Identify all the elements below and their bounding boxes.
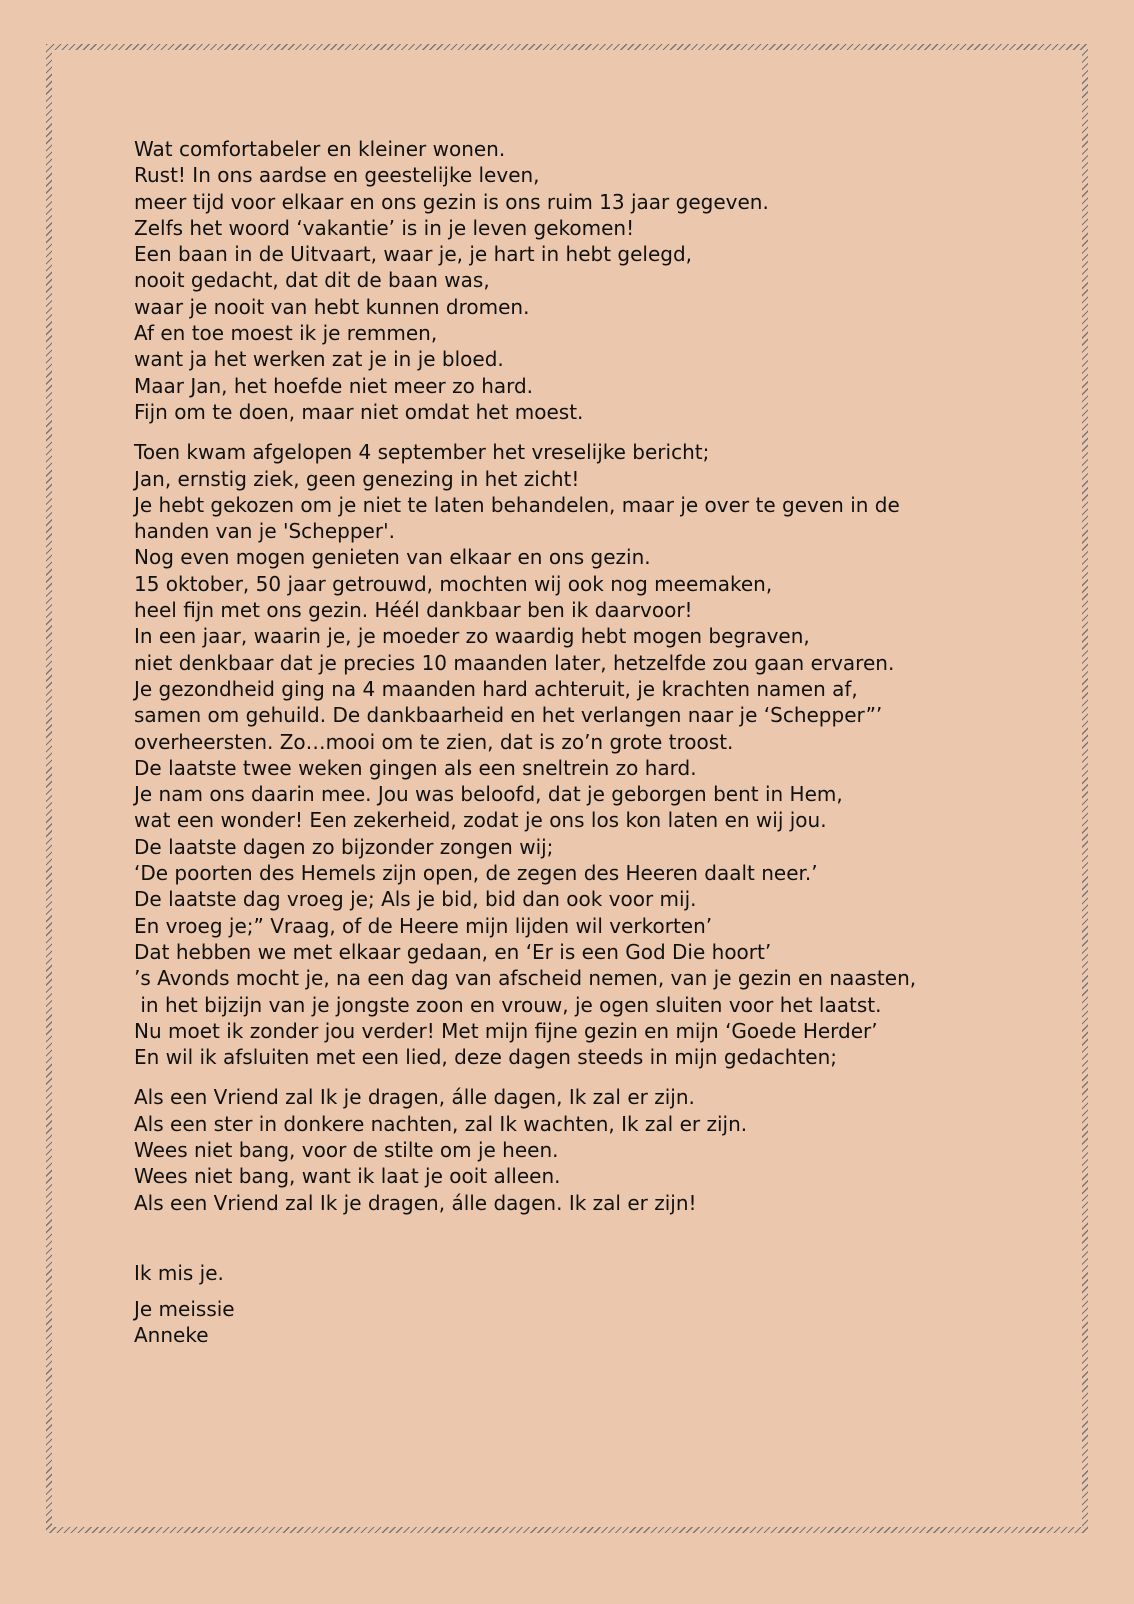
- signature: [134, 1296, 1054, 1349]
- poem-line: En vroeg je;” Vraag, of de Heere mijn lijden wil verkorten’: [134, 913, 713, 938]
- signoff-line: Je meissie: [134, 1297, 235, 1322]
- poem-line: ’s Avonds mocht je, na een dag van afscheid nemen, van je gezin en naasten,: [134, 966, 917, 991]
- stanza-2: [134, 439, 1054, 1070]
- poem-line: Wees niet bang, want ik laat je ooit alleen.: [134, 1164, 561, 1189]
- poem-line: Wat comfortabeler en kleiner wonen.: [134, 137, 506, 161]
- poem-line: En wil ik afsluiten met een lied, deze dagen steeds in mijn gedachten;: [134, 1045, 838, 1070]
- poem-line: Als een Vriend zal Ik je dragen, álle dagen, Ik zal er zijn.: [134, 1085, 695, 1110]
- poem-line: Wees niet bang, voor de stilte om je heen.: [134, 1137, 559, 1162]
- poem-line: meer tijd voor elkaar en ons gezin is ons ruim 13 jaar gegeven.: [134, 189, 769, 214]
- poem-line: nooit gedacht, dat dit de baan was,: [134, 268, 490, 293]
- poem-line: Je gezondheid ging na 4 maanden hard achteruit, je krachten namen af,: [134, 676, 858, 701]
- signature-name: Anneke: [134, 1323, 209, 1348]
- closing-miss: [134, 1260, 1054, 1286]
- poem-line: Jan, ernstig ziek, geen genezing in het zicht!: [134, 466, 580, 491]
- poem-line: heel fijn met ons gezin. Héél dankbaar ben ik daarvoor!: [134, 598, 693, 623]
- poem-line: De laatste twee weken gingen als een sneltrein zo hard.: [134, 755, 697, 780]
- poem-line: waar je nooit van hebt kunnen dromen.: [134, 294, 530, 319]
- closing-line: Ik mis je.: [134, 1260, 224, 1285]
- poem-line: want ja het werken zat je in je bloed.: [134, 347, 504, 372]
- poem-line: Je hebt gekozen om je niet te laten behandelen, maar je over te geven in de: [134, 492, 900, 517]
- poem-line: in het bijzijn van je jongste zoon en vrouw, je ogen sluiten voor het laatst.: [134, 992, 882, 1017]
- poem-line: ‘De poorten des Hemels zijn open, de zegen des Heeren daalt neer.’: [134, 861, 818, 886]
- poem-line: Je nam ons daarin mee. Jou was beloofd, dat je geborgen bent in Hem,: [134, 782, 843, 807]
- poem-line: Als een Vriend zal Ik je dragen, álle dagen. Ik zal er zijn!: [134, 1190, 697, 1215]
- poem-line: handen van je 'Schepper'.: [134, 519, 395, 544]
- poem-line: De laatste dagen zo bijzonder zongen wij;: [134, 834, 554, 859]
- poem-line: Toen kwam afgelopen 4 september het vreselijke bericht;: [134, 440, 710, 465]
- poem-line: Nu moet ik zonder jou verder! Met mijn fijne gezin en mijn ‘Goede Herder’: [134, 1018, 878, 1043]
- poem-line: De laatste dag vroeg je; Als je bid, bid dan ook voor mij.: [134, 887, 697, 912]
- poem-line: samen om gehuild. De dankbaarheid en het verlangen naar je ‘Schepper”’: [134, 703, 883, 728]
- poem-line: Als een ster in donkere nachten, zal Ik wachten, Ik zal er zijn.: [134, 1111, 748, 1136]
- poem-line: wat een wonder! Een zekerheid, zodat je ons los kon laten en wij jou.: [134, 808, 827, 833]
- poem-line: 15 oktober, 50 jaar getrouwd, mochten wij ook nog meemaken,: [134, 571, 773, 596]
- poem-line: Dat hebben we met elkaar gedaan, en ‘Er is een God Die hoort’: [134, 939, 772, 964]
- poem-line: Nog even mogen genieten van elkaar en ons gezin.: [134, 545, 651, 570]
- poem-line: Een baan in de Uitvaart, waar je, je hart in hebt gelegd,: [134, 242, 692, 267]
- poem-line: Maar Jan, het hoefde niet meer zo hard.: [134, 373, 534, 398]
- poem-line: In een jaar, waarin je, je moeder zo waardig hebt mogen begraven,: [134, 624, 810, 649]
- poem-line: Af en toe moest ik je remmen,: [134, 321, 438, 346]
- letter-body: [134, 136, 1054, 1349]
- poem-line: niet denkbaar dat je precies 10 maanden later, hetzelfde zou gaan ervaren.: [134, 650, 895, 675]
- poem-line: Zelfs het woord ‘vakantie’ is in je leven gekomen!: [134, 215, 635, 240]
- poem-line: Rust! In ons aardse en geestelijke leven,: [134, 163, 540, 188]
- poem-line: overheersten. Zo…mooi om te zien, dat is zo’n grote troost.: [134, 729, 734, 754]
- stanza-3: [134, 1084, 1054, 1215]
- stanza-1: [134, 136, 1054, 425]
- poem-line: Fijn om te doen, maar niet omdat het moest.: [134, 399, 584, 424]
